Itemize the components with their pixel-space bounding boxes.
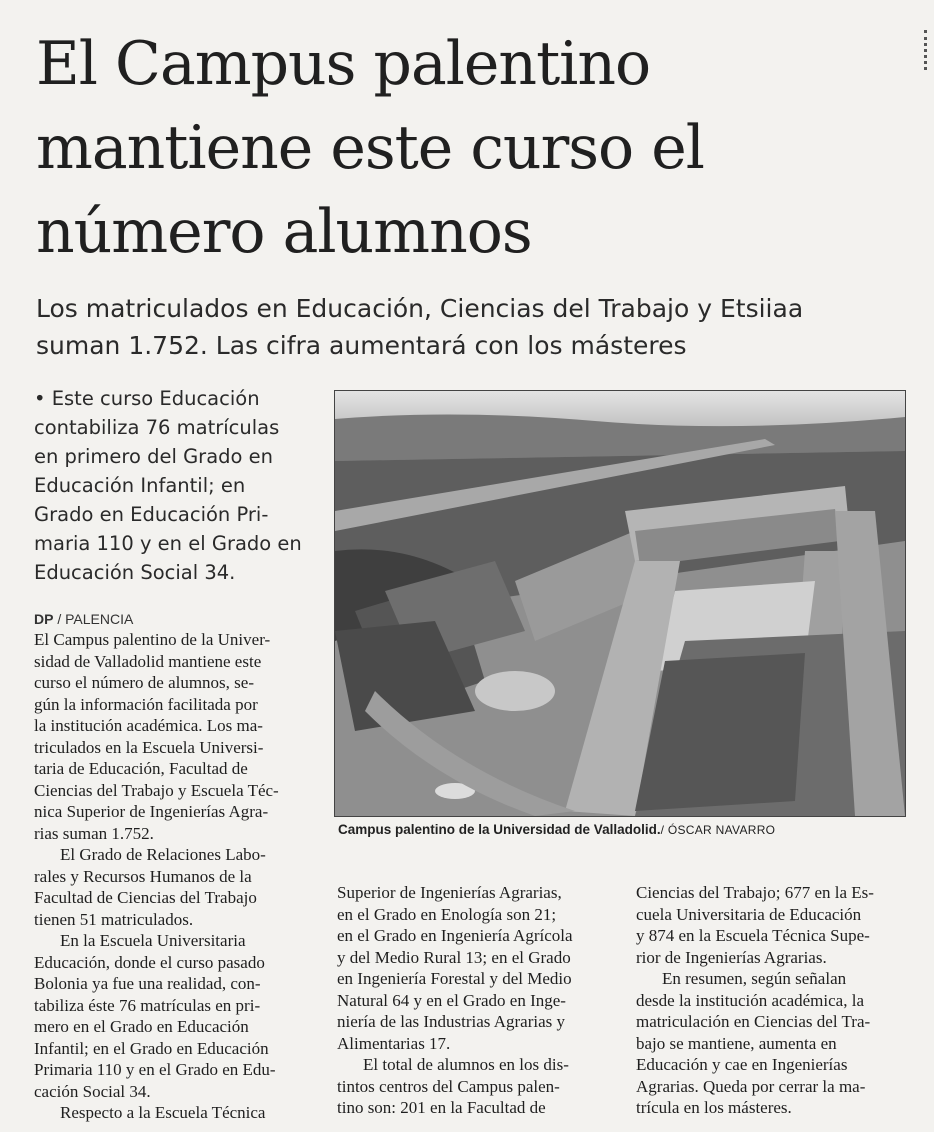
body-line: en el Grado en Enología son 21; bbox=[337, 904, 557, 924]
body-line: gún la información facilitada por bbox=[34, 694, 258, 714]
body-line: rior de Ingenierías Agrarias. bbox=[636, 947, 827, 967]
body-line: El Campus palentino de la Univer- bbox=[34, 630, 271, 649]
photo-credit: / ÓSCAR NAVARRO bbox=[660, 823, 776, 837]
lead-line: Educación Social 34. bbox=[34, 561, 236, 584]
campus-photo-illustration bbox=[335, 391, 905, 816]
lead-line: en primero del Grado en bbox=[34, 445, 274, 468]
body-line: tintos centros del Campus palen- bbox=[337, 1076, 560, 1096]
byline bbox=[34, 611, 133, 627]
body-line: Superior de Ingenierías Agrarias, bbox=[337, 883, 562, 902]
byline-separator: / bbox=[53, 611, 66, 627]
lead-line: Educación Infantil; en bbox=[34, 474, 246, 497]
body-line: El total de alumnos en los dis- bbox=[363, 1055, 569, 1074]
body-line: Respecto a la Escuela Técnica bbox=[60, 1103, 266, 1122]
body-line: nica Superior de Ingenierías Agra- bbox=[34, 802, 269, 821]
body-line: rias suman 1.752. bbox=[34, 823, 154, 843]
lead-line: maria 110 y en el Grado en bbox=[34, 532, 302, 555]
body-line: trícula en los másteres. bbox=[636, 1098, 792, 1117]
body-column-2 bbox=[337, 882, 613, 1119]
body-line: taria de Educación, Facultad de bbox=[34, 759, 248, 778]
subtitle-line: Los matriculados en Educación, Ciencias del Trabajo y Etsiiaa bbox=[36, 294, 804, 323]
byline-place: PALENCIA bbox=[65, 611, 134, 627]
body-line: Bolonia ya fue una realidad, con- bbox=[34, 974, 261, 993]
body-line: En resumen, según señalan bbox=[662, 969, 847, 988]
body-line: bajo se mantiene, aumenta en bbox=[636, 1033, 837, 1053]
lead-line: contabiliza 76 matrículas bbox=[34, 416, 280, 439]
body-line: cuela Universitaria de Educación bbox=[636, 904, 862, 924]
body-column-1 bbox=[34, 629, 310, 1124]
body-line: Primaria 110 y en el Grado en Edu- bbox=[34, 1060, 276, 1079]
headline bbox=[36, 22, 896, 274]
body-line: Alimentarias 17. bbox=[337, 1033, 451, 1053]
body-line: sidad de Valladolid mantiene este bbox=[34, 651, 262, 671]
headline-line: mantiene este curso el bbox=[36, 113, 704, 183]
lead-line: • Este curso Educación bbox=[34, 387, 260, 410]
body-line: tino son: 201 en la Facultad de bbox=[337, 1098, 546, 1117]
body-line: Ciencias del Trabajo; 677 en la Es- bbox=[636, 883, 874, 902]
headline-line: número alumnos bbox=[36, 197, 532, 267]
body-line: la institución académica. Los ma- bbox=[34, 716, 263, 735]
body-line: Natural 64 y en el Grado en Inge- bbox=[337, 990, 566, 1010]
body-line: En la Escuela Universitaria bbox=[60, 931, 246, 950]
lead-line: Grado en Educación Pri- bbox=[34, 503, 269, 526]
body-line: y del Medio Rural 13; en el Grado bbox=[337, 947, 571, 967]
headline-line: El Campus palentino bbox=[36, 29, 651, 99]
body-line: desde la institución académica, la bbox=[636, 990, 864, 1010]
body-line: matriculación en Ciencias del Tra- bbox=[636, 1012, 871, 1031]
body-line: en el Grado en Ingeniería Agrícola bbox=[337, 926, 573, 945]
body-line: niería de las Industrias Agrarias y bbox=[337, 1012, 566, 1031]
photo-caption bbox=[338, 822, 775, 837]
body-line: Infantil; en el Grado en Educación bbox=[34, 1038, 269, 1058]
subtitle-line: suman 1.752. Las cifra aumentará con los másteres bbox=[36, 331, 687, 360]
body-line: y 874 en la Escuela Técnica Supe- bbox=[636, 926, 870, 945]
body-line: tienen 51 matriculados. bbox=[34, 909, 194, 929]
body-line: rales y Recursos Humanos de la bbox=[34, 866, 252, 886]
body-line: Ciencias del Trabajo y Escuela Téc- bbox=[34, 780, 279, 800]
body-line: mero en el Grado en Educación bbox=[34, 1017, 249, 1036]
body-line: triculados en la Escuela Universi- bbox=[34, 737, 264, 757]
body-line: cación Social 34. bbox=[34, 1081, 151, 1101]
body-line: curso el número de alumnos, se- bbox=[34, 673, 254, 692]
campus-aerial-photo bbox=[334, 390, 906, 817]
byline-org: DP bbox=[34, 611, 54, 627]
body-line: Educación, donde el curso pasado bbox=[34, 952, 265, 972]
subtitle bbox=[36, 290, 896, 364]
body-line: Agrarias. Queda por cerrar la ma- bbox=[636, 1076, 866, 1096]
body-line: Educación y cae en Ingenierías bbox=[636, 1055, 848, 1074]
body-line: El Grado de Relaciones Labo- bbox=[60, 845, 266, 864]
lead-summary bbox=[34, 384, 334, 587]
body-line: Facultad de Ciencias del Trabajo bbox=[34, 888, 257, 907]
page-edge-mark bbox=[924, 30, 930, 70]
photo-caption-text: Campus palentino de la Universidad de Valladolid. bbox=[338, 822, 661, 837]
body-line: tabiliza éste 76 matrículas en pri- bbox=[34, 995, 261, 1015]
body-column-3 bbox=[636, 882, 908, 1119]
body-line: en Ingeniería Forestal y del Medio bbox=[337, 969, 572, 988]
